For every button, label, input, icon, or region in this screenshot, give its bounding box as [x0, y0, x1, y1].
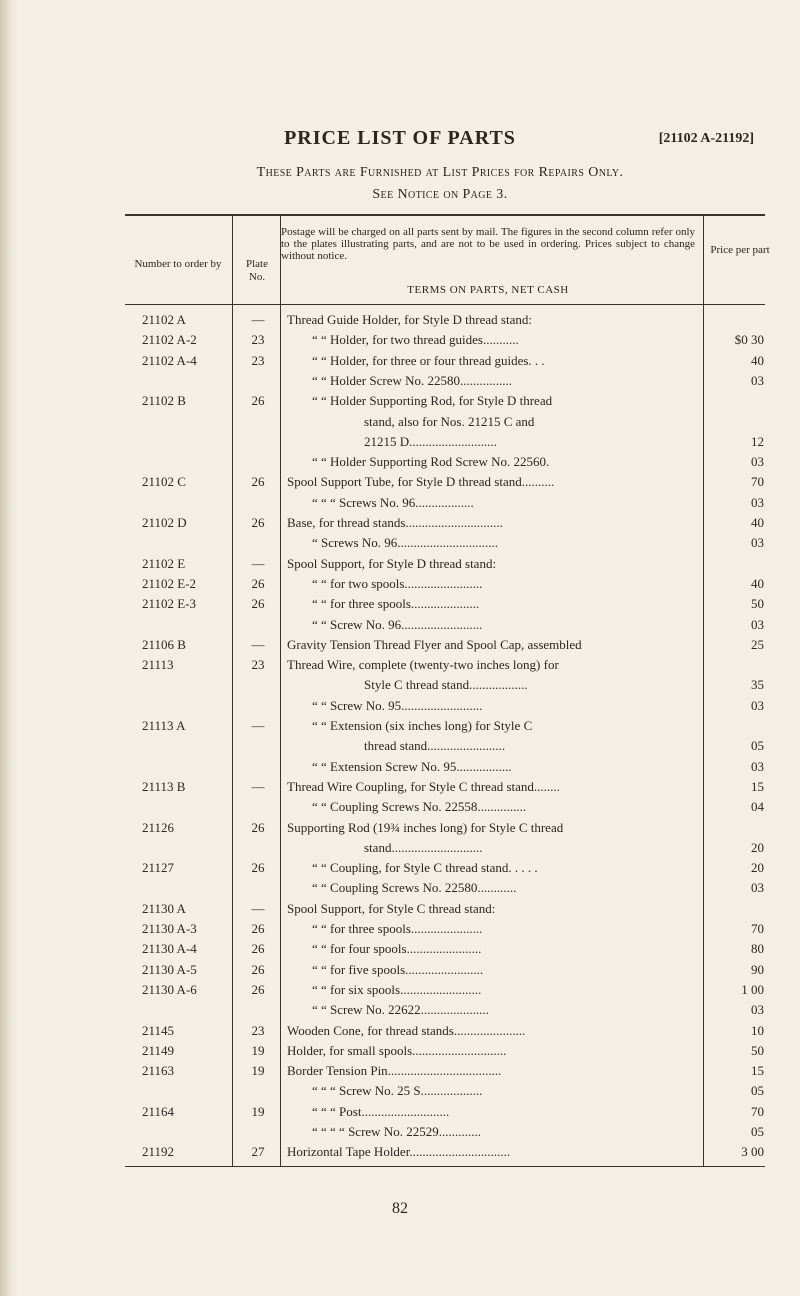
part-description: Spool Support, for Style D thread stand:: [287, 555, 497, 571]
part-price: 03: [751, 880, 764, 896]
part-description: Style C thread stand..................: [364, 677, 528, 693]
part-range-code: [21102 A-21192]: [658, 131, 754, 146]
part-number: 21149: [142, 1042, 175, 1058]
plate-number: —: [251, 718, 265, 733]
part-number: 21113: [142, 657, 174, 673]
part-price: 03: [751, 1002, 764, 1018]
part-price: 10: [751, 1022, 764, 1038]
table-bottom-rule: [125, 1166, 765, 1167]
part-description: “ “ Coupling Screws No. 22580............: [312, 880, 517, 896]
plate-number: —: [251, 555, 265, 571]
table-row: [0, 1144, 800, 1164]
page-title: PRICE LIST OF PARTS: [284, 127, 516, 149]
plate-number: 26: [251, 474, 265, 490]
part-number: 21113 A: [142, 718, 186, 733]
part-price: 03: [751, 494, 764, 510]
plate-number: 26: [251, 981, 265, 997]
part-price: 05: [751, 1124, 764, 1139]
plate-number: 26: [251, 515, 265, 530]
part-description: Spool Support, for Style C thread stand:: [287, 900, 496, 916]
part-number: 21130 A-3: [142, 921, 197, 936]
part-description: “ “ Coupling, for Style C thread stand. . . . .: [312, 860, 538, 876]
part-description: Thread Guide Holder, for Style D thread stand:: [287, 312, 532, 327]
plate-number: —: [251, 636, 265, 652]
part-price: 3 00: [741, 1144, 764, 1160]
table-row: [0, 657, 800, 677]
table-row: [0, 759, 800, 779]
table-row: [0, 617, 800, 637]
part-description: “ “ for three spools......................: [312, 921, 483, 936]
part-number: 21192: [142, 1144, 175, 1160]
plate-number: 19: [251, 1103, 265, 1119]
part-price: 50: [751, 1042, 764, 1058]
part-number: 21130 A: [142, 900, 186, 916]
part-description: thread stand........................: [364, 738, 506, 754]
part-price: 35: [751, 677, 764, 693]
part-number: 21102 E-2: [142, 575, 197, 591]
part-description: “ “ Extension Screw No. 95.................: [312, 758, 512, 774]
part-description: stand, also for Nos. 21215 C and: [364, 413, 535, 429]
part-description: Border Tension Pin...................................: [287, 1063, 502, 1079]
part-price: 03: [751, 454, 764, 470]
table-row: [0, 434, 800, 454]
part-price: 40: [751, 575, 764, 591]
header-notice: Postage will be charged on all parts sent by mail. The figures in the second column refer only to the plates illustrating parts, and are not to be used in ordering. Prices subject to change without notice.: [281, 226, 695, 262]
part-description: stand............................: [364, 839, 483, 855]
table-row: [0, 799, 800, 819]
part-number: 21127: [142, 860, 175, 876]
table-row: [0, 576, 800, 596]
part-price: 04: [751, 799, 764, 815]
part-number: 21145: [142, 1022, 175, 1038]
part-number: 21102 A-4: [142, 352, 197, 368]
table-row: [0, 1002, 800, 1022]
plate-number: 26: [251, 596, 265, 612]
table-row: [0, 637, 800, 657]
table-row: [0, 414, 800, 434]
plate-number: 19: [251, 1042, 265, 1058]
table-row: [0, 1124, 800, 1144]
plate-number: 26: [251, 941, 265, 957]
table-row: [0, 1023, 800, 1043]
part-description: “ “ Screw No. 96.........................: [312, 616, 483, 632]
part-number: 21126: [142, 819, 175, 835]
part-description: Horizontal Tape Holder...............................: [287, 1144, 511, 1160]
part-description: “ “ Holder, for three or four thread guides. . .: [312, 352, 545, 368]
part-number: 21164: [142, 1103, 175, 1119]
table-row: [0, 880, 800, 900]
table-row: [0, 982, 800, 1002]
part-price: $0 30: [734, 332, 764, 348]
plate-number: 23: [251, 657, 265, 673]
subtitle-notice: See Notice on Page 3.: [372, 187, 508, 202]
part-price: 50: [751, 596, 764, 612]
part-description: “ “ Screw No. 22622.....................: [312, 1002, 489, 1018]
table-row: [0, 454, 800, 474]
part-number: 21102 A-2: [142, 332, 197, 348]
plate-number: —: [251, 778, 265, 794]
page-number: 82: [392, 1200, 408, 1217]
table-row: [0, 1104, 800, 1124]
table-row: [0, 596, 800, 616]
table-row: [0, 820, 800, 840]
plate-number: —: [251, 900, 265, 916]
header-plate: Plate No.: [246, 258, 268, 283]
table-row: [0, 535, 800, 555]
part-price: 40: [751, 515, 764, 530]
table-row: [0, 698, 800, 718]
part-description: “ “ Coupling Screws No. 22558...............: [312, 799, 527, 815]
part-price: 20: [751, 839, 764, 855]
part-price: 12: [751, 433, 764, 449]
table-row: [0, 312, 800, 332]
part-number: 21113 B: [142, 778, 186, 794]
part-description: “ “ for five spools........................: [312, 961, 484, 977]
header-price: Price per part: [710, 244, 770, 256]
table-top-rule: [125, 214, 765, 216]
part-price: 05: [751, 1083, 764, 1099]
part-number: 21130 A-4: [142, 941, 197, 957]
part-description: “ “ for four spools.......................: [312, 941, 482, 957]
table-row: [0, 515, 800, 535]
part-description: “ “ Holder, for two thread guides...........: [312, 332, 519, 348]
plate-number: 19: [251, 1063, 265, 1079]
table-row: [0, 921, 800, 941]
plate-number: 26: [251, 575, 265, 591]
table-row: [0, 779, 800, 799]
part-price: 03: [751, 372, 764, 388]
plate-number: 26: [251, 961, 265, 977]
part-price: 03: [751, 697, 764, 713]
part-description: “ “ for two spools........................: [312, 575, 483, 591]
part-description: “ “ “ Screws No. 96..................: [312, 494, 474, 510]
part-number: 21102 D: [142, 515, 187, 530]
table-row: [0, 373, 800, 393]
table-row: [0, 1063, 800, 1083]
plate-number: —: [251, 312, 265, 327]
plate-number: 23: [251, 332, 265, 348]
part-price: 70: [751, 1103, 764, 1119]
part-price: 25: [751, 636, 764, 652]
part-description: “ “ Holder Supporting Rod, for Style D thread: [312, 393, 553, 409]
part-price: 15: [751, 778, 764, 794]
part-number: 21102 B: [142, 393, 186, 409]
part-price: 90: [751, 961, 764, 977]
part-number: 21163: [142, 1063, 175, 1079]
part-price: 20: [751, 860, 764, 876]
table-row: [0, 718, 800, 738]
part-price: 40: [751, 352, 764, 368]
part-description: “ “ “ Screw No. 25 S...................: [312, 1083, 483, 1099]
table-row: [0, 1043, 800, 1063]
part-description: Spool Support Tube, for Style D thread stand..........: [287, 474, 555, 490]
table-row: [0, 556, 800, 576]
part-description: “ “ Extension (six inches long) for Style C: [312, 718, 533, 733]
plate-number: 26: [251, 921, 265, 936]
part-description: “ “ for six spools.........................: [312, 981, 482, 997]
part-number: 21102 E-3: [142, 596, 197, 612]
table-row: [0, 495, 800, 515]
part-number: 21102 E: [142, 555, 186, 571]
part-price: 1 00: [741, 981, 764, 997]
part-description: 21215 D...........................: [364, 433, 497, 449]
table-row: [0, 860, 800, 880]
part-number: 21102 C: [142, 474, 186, 490]
part-description: Thread Wire Coupling, for Style C thread stand........: [287, 778, 560, 794]
table-row: [0, 1083, 800, 1103]
part-description: “ Screws No. 96...............................: [312, 535, 498, 551]
part-price: 03: [751, 535, 764, 551]
part-description: Gravity Tension Thread Flyer and Spool Cap, assembled: [287, 636, 582, 652]
header-number: Number to order by: [134, 258, 222, 270]
plate-number: 23: [251, 352, 265, 368]
part-price: 70: [751, 921, 764, 936]
part-description: “ “ Screw No. 95.........................: [312, 697, 483, 713]
part-price: 15: [751, 1063, 764, 1079]
part-number: 21130 A-5: [142, 961, 197, 977]
table-row: [0, 353, 800, 373]
plate-number: 27: [251, 1144, 265, 1160]
part-number: 21130 A-6: [142, 981, 197, 997]
header-bottom-rule: [125, 304, 765, 305]
part-price: 03: [751, 758, 764, 774]
table-row: [0, 332, 800, 352]
table-row: [0, 941, 800, 961]
part-description: Supporting Rod (19¾ inches long) for Style C thread: [287, 819, 564, 835]
part-description: Wooden Cone, for thread stands......................: [287, 1022, 526, 1038]
part-description: “ “ “ Post...........................: [312, 1103, 450, 1119]
header-terms: TERMS ON PARTS, NET CASH: [407, 284, 569, 296]
part-price: 03: [751, 616, 764, 632]
subtitle-repairs: These Parts are Furnished at List Prices for Repairs Only.: [256, 165, 624, 180]
part-price: 70: [751, 474, 764, 490]
plate-number: 26: [251, 819, 265, 835]
part-description: Base, for thread stands..............................: [287, 515, 503, 530]
part-description: Holder, for small spools.............................: [287, 1042, 507, 1058]
part-number: 21102 A: [142, 312, 186, 327]
part-description: Thread Wire, complete (twenty-two inches long) for: [287, 657, 559, 673]
part-description: “ “ Holder Supporting Rod Screw No. 22560.: [312, 454, 550, 470]
table-row: [0, 677, 800, 697]
part-description: “ “ for three spools.....................: [312, 596, 480, 612]
table-row: [0, 738, 800, 758]
part-description: “ “ “ “ Screw No. 22529.............: [312, 1124, 481, 1139]
table-row: [0, 840, 800, 860]
part-description: “ “ Holder Screw No. 22580................: [312, 372, 513, 388]
plate-number: 26: [251, 393, 265, 409]
plate-number: 23: [251, 1022, 265, 1038]
part-number: 21106 B: [142, 636, 186, 652]
part-price: 80: [751, 941, 764, 957]
part-price: 05: [751, 738, 764, 754]
table-row: [0, 962, 800, 982]
table-row: [0, 393, 800, 413]
plate-number: 26: [251, 860, 265, 876]
table-row: [0, 901, 800, 921]
table-row: [0, 474, 800, 494]
